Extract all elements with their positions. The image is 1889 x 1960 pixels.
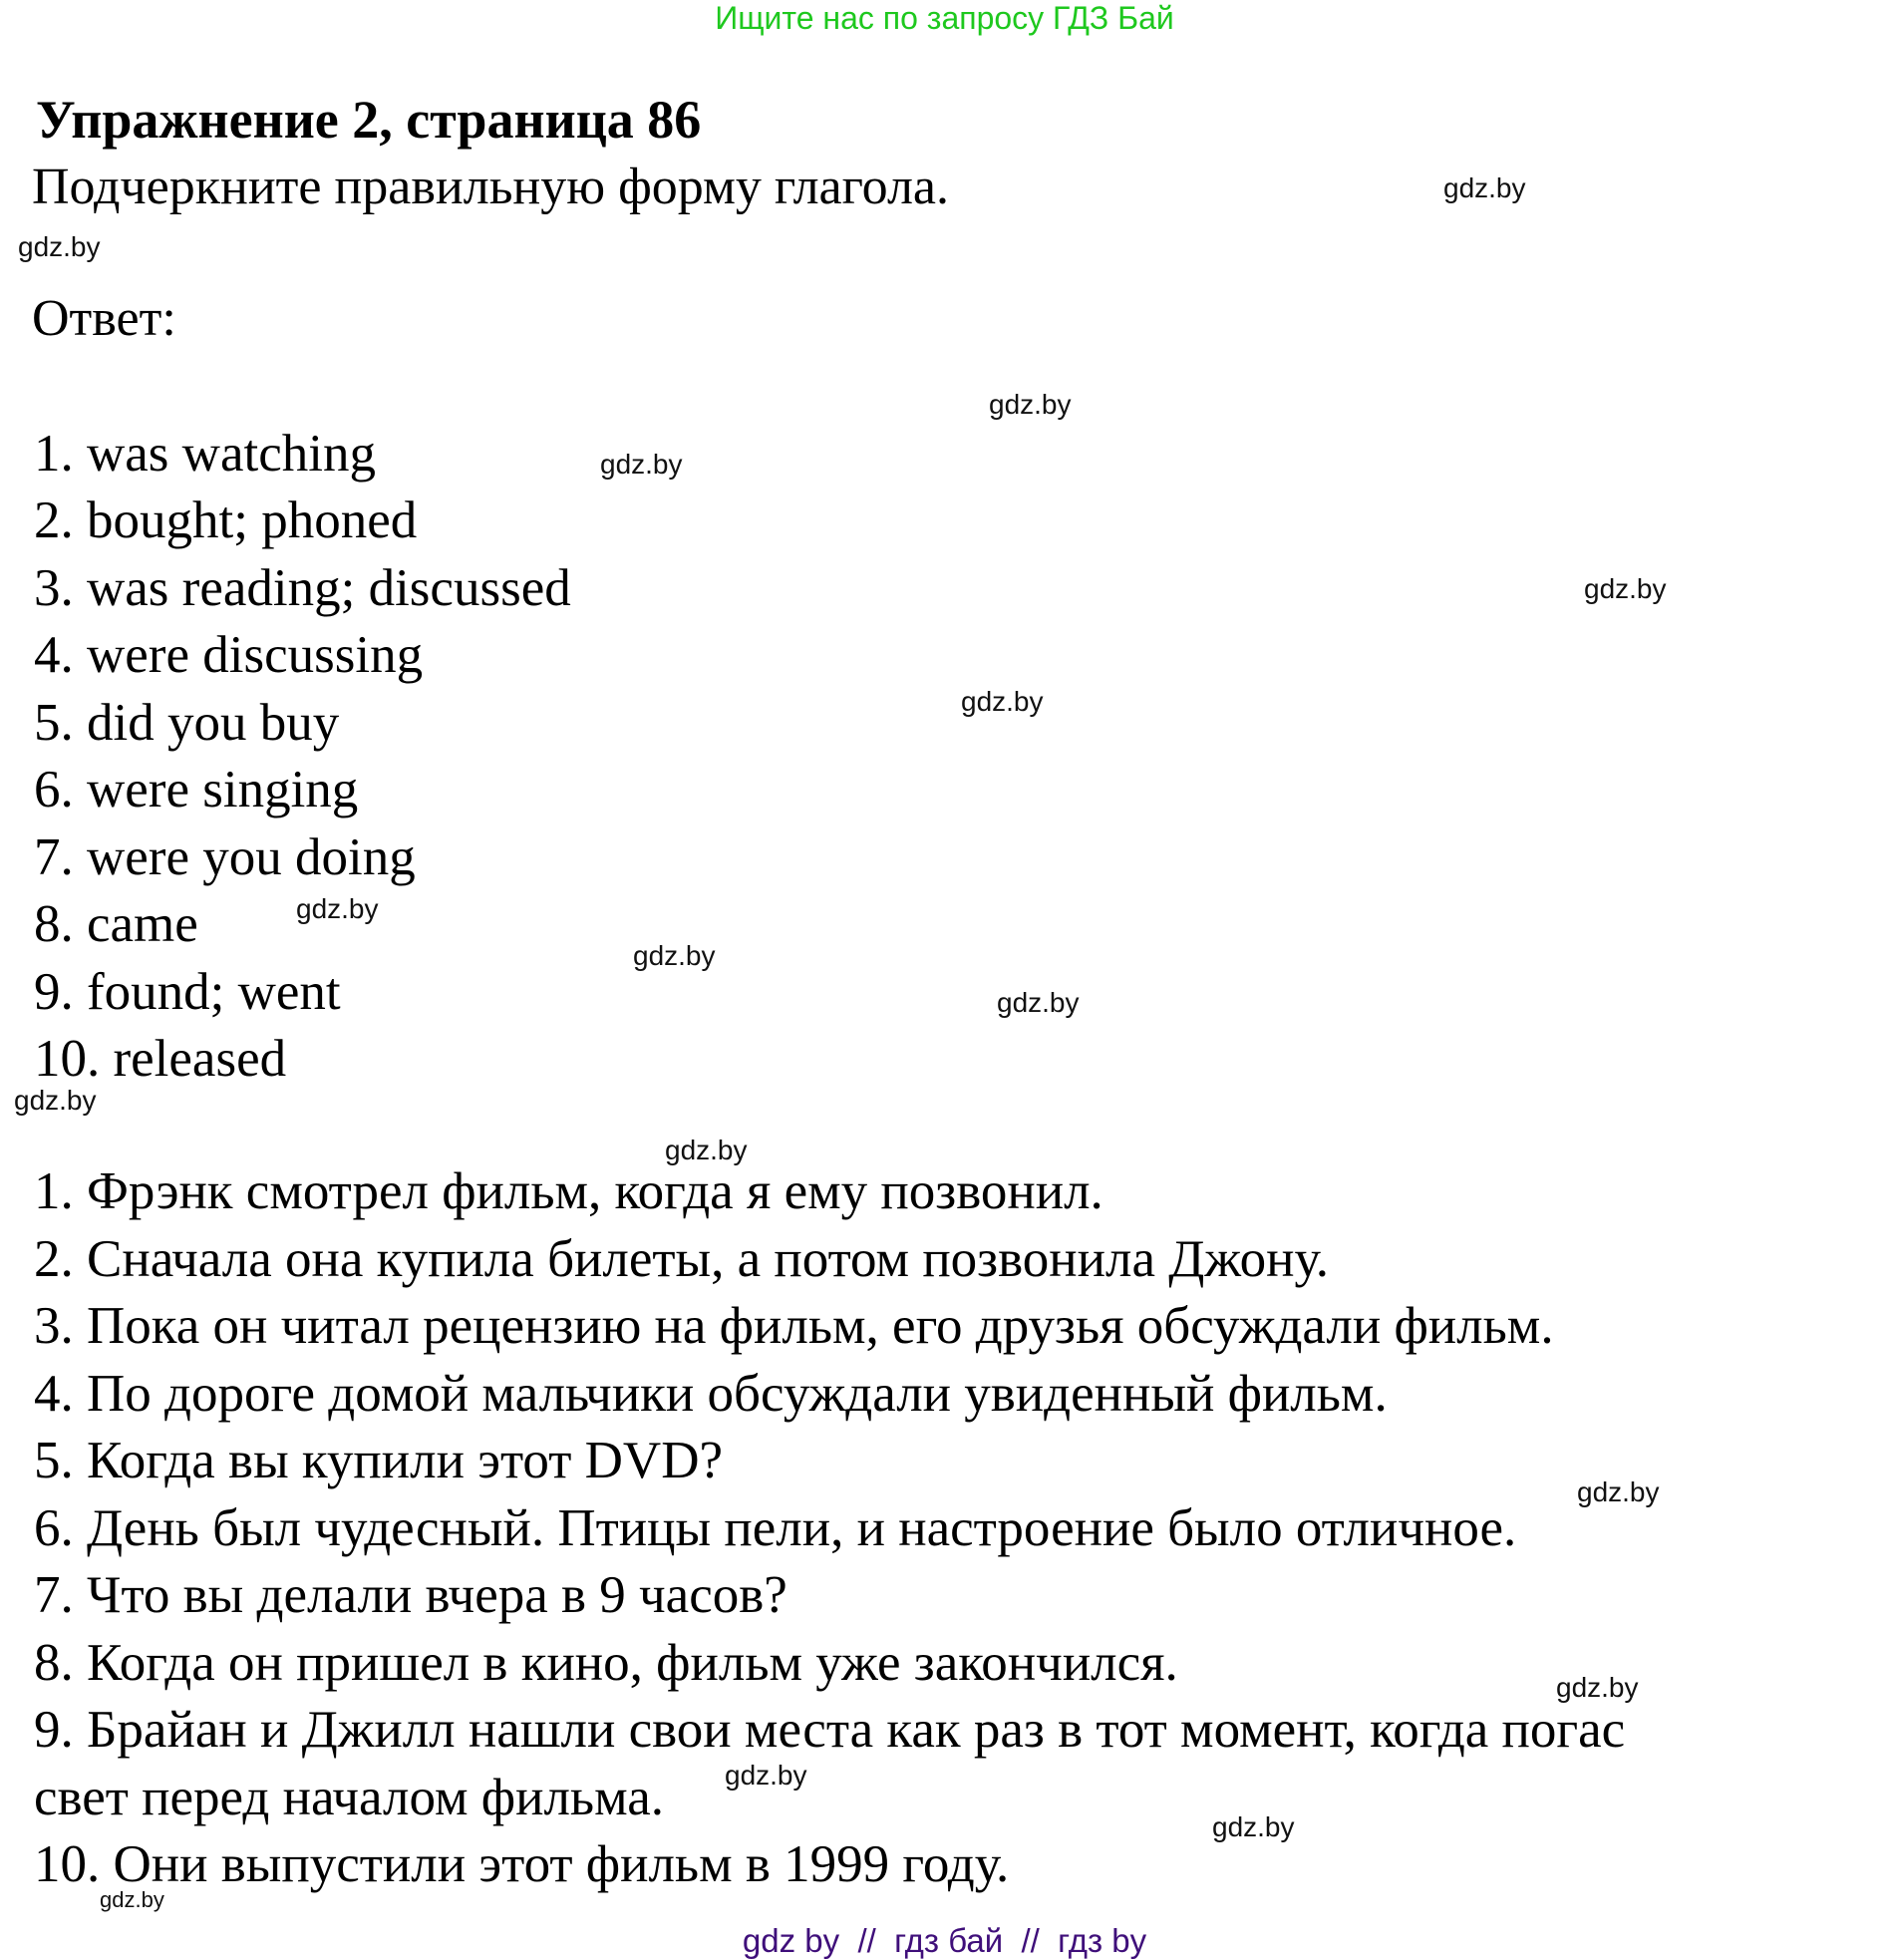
search-banner: Ищите нас по запросу ГДЗ Бай: [715, 0, 1174, 36]
translation-item: 9. Брайан и Джилл нашли свои места как раз в тот момент, когда погас: [34, 1701, 1626, 1759]
translation-item: 10. Они выпустили этот фильм в 1999 году.: [34, 1835, 1010, 1893]
watermark: gdz.by: [997, 987, 1080, 1018]
answer-item: 2. bought; phoned: [34, 491, 418, 549]
watermark: gdz.by: [1212, 1811, 1295, 1842]
exercise-instruction: Подчеркните правильную форму глагола.: [32, 159, 950, 215]
answer-label: Ответ:: [32, 290, 176, 347]
watermark: gdz.by: [1584, 573, 1667, 604]
watermark: gdz.by: [665, 1135, 748, 1165]
translation-item: 6. День был чудесный. Птицы пели, и настроение было отличное.: [34, 1499, 1517, 1557]
translation-item: 7. Что вы делали вчера в 9 часов?: [34, 1566, 787, 1624]
watermark: gdz.by: [725, 1760, 807, 1791]
answer-item: 3. was reading; discussed: [34, 559, 571, 617]
watermark: gdz.by: [14, 1085, 97, 1116]
translation-item: 8. Когда он пришел в кино, фильм уже закончился.: [34, 1634, 1178, 1692]
answer-item: 4. were discussing: [34, 626, 424, 684]
watermark: gdz.by: [100, 1887, 164, 1912]
translation-item: свет перед началом фильма.: [34, 1769, 665, 1826]
watermark: gdz.by: [1556, 1672, 1639, 1703]
translation-item: 4. По дороге домой мальчики обсуждали увиденный фильм.: [34, 1365, 1388, 1423]
translation-item: 2. Сначала она купила билеты, а потом позвонила Джону.: [34, 1230, 1329, 1288]
footer-links: gdz by // гдз бай // гдз by: [742, 1922, 1147, 1959]
page-title: Упражнение 2, страница 86: [36, 90, 702, 150]
answer-item: 10. released: [34, 1030, 287, 1088]
watermark: gdz.by: [1443, 172, 1526, 203]
answer-item: 7. were you doing: [34, 828, 416, 886]
answer-item: 9. found; went: [34, 963, 341, 1021]
answer-item: 8. came: [34, 895, 198, 953]
watermark: gdz.by: [1577, 1476, 1660, 1507]
translation-item: 1. Фрэнк смотрел фильм, когда я ему позвонил.: [34, 1162, 1103, 1220]
answer-item: 6. were singing: [34, 761, 359, 818]
answer-item: 5. did you buy: [34, 694, 340, 752]
answer-item: 1. was watching: [34, 425, 376, 483]
watermark: gdz.by: [961, 686, 1044, 717]
watermark: gdz.by: [600, 449, 683, 480]
watermark: gdz.by: [633, 940, 716, 971]
watermark: gdz.by: [296, 893, 379, 924]
watermark: gdz.by: [18, 231, 101, 262]
watermark: gdz.by: [989, 389, 1072, 420]
translation-item: 5. Когда вы купили этот DVD?: [34, 1432, 723, 1489]
translation-item: 3. Пока он читал рецензию на фильм, его друзья обсуждали фильм.: [34, 1297, 1554, 1355]
